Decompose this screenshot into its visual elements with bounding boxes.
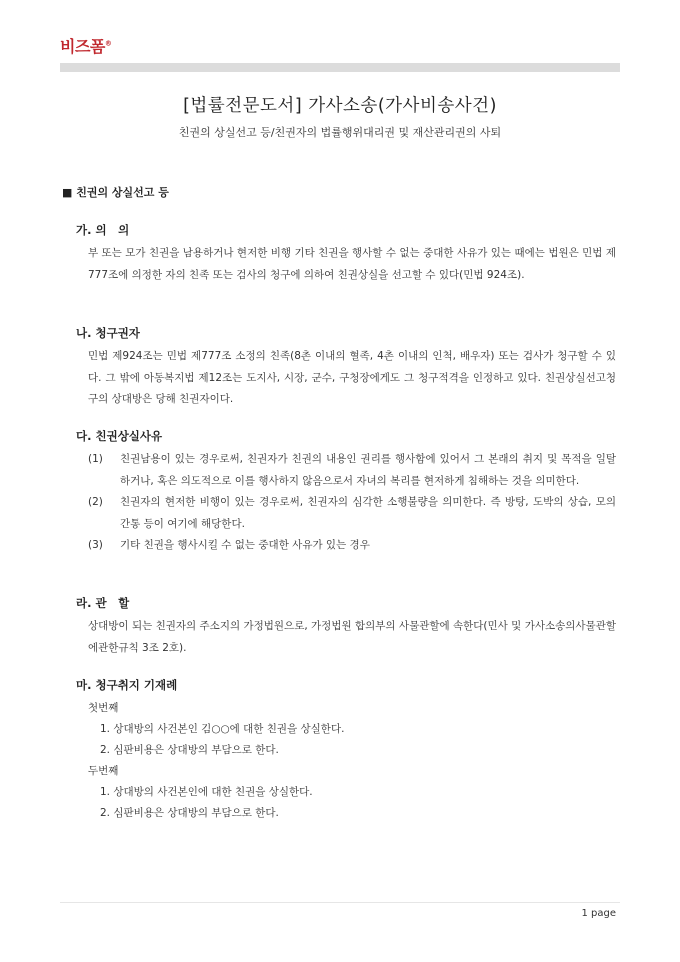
section-heading: 나. 청구권자: [76, 326, 140, 340]
section-text: 민법 제924조는 민법 제777조 소정의 친족(8촌 이내의 혈족, 4촌 이내의 인척, 배우자) 또는 검사가 청구할 수 있다. 그 밖에 아동복지법 제12조는 도지사, 시장, 군수, 구청장에게도 그 청구적격을 인정하고 있다. 친권상실선고청구의 상대방은 당해 친권자이다.: [88, 350, 616, 405]
section-heading: 라. 관 할: [76, 596, 130, 610]
section-definition: [76, 222, 616, 286]
item-text: 친권자의 현저한 비행이 있는 경우로써, 친권자의 심각한 소행불량을 의미한다. 즉 방탕, 도박의 상습, 모의 간통 등이 여기에 해당한다.: [120, 496, 616, 530]
example-line: 2. 심판비용은 상대방의 부담으로 한다.: [100, 807, 279, 819]
document-title: [법률전문도서] 가사소송(가사비송사건): [183, 96, 497, 116]
bizforms-logo: [60, 34, 111, 57]
section-claimants: [76, 325, 616, 411]
example-line: 1. 상대방의 사건본인에 대한 친권을 상실한다.: [100, 786, 313, 798]
grounds-item: [76, 449, 616, 492]
item-text: 기타 친권을 행사시킬 수 없는 중대한 사유가 있는 경우: [120, 539, 370, 551]
main-heading: ■ 친권의 상실선고 등: [62, 186, 169, 199]
section-heading: 가. 의 의: [76, 223, 130, 237]
item-number: (3): [88, 539, 103, 551]
example-label: 첫번째: [88, 702, 119, 714]
example-line: 2. 심판비용은 상대방의 부담으로 한다.: [100, 744, 279, 756]
section-heading: 마. 청구취지 기재례: [76, 678, 178, 692]
section-claim-examples: [76, 677, 616, 824]
grounds-item: [76, 492, 616, 535]
section-text: 상대방이 되는 친권자의 주소지의 가정법원으로, 가정법원 합의부의 사물관할에 속한다(민사 및 가사소송의사물관할에관한규칙 3조 2호).: [88, 620, 616, 654]
section-grounds: [76, 428, 616, 557]
registered-mark: ®: [104, 39, 112, 48]
footer-divider: [60, 902, 620, 903]
example-line: 1. 상대방의 사건본인 김○○에 대한 친권을 상실한다.: [100, 723, 345, 735]
section-jurisdiction: [76, 595, 616, 659]
logo-text: 비즈폼: [60, 37, 105, 56]
grounds-item: [76, 535, 616, 557]
section-text: 부 또는 모가 친권을 남용하거나 현저한 비행 기타 친권을 행사할 수 없는 중대한 사유가 있는 때에는 법원은 민법 제777조에 의정한 자의 친족 또는 검사의 청구에 의하여 친권상실을 선고할 수 있다(민법 924조).: [88, 247, 616, 281]
header-bar: [60, 63, 620, 72]
page-number: 1 page: [581, 908, 616, 919]
document-subtitle: 친권의 상실선고 등/친권자의 법률행위대리권 및 재산관리권의 사퇴: [178, 126, 502, 139]
item-number: (1): [88, 453, 103, 465]
example-label: 두번째: [88, 765, 119, 777]
item-number: (2): [88, 496, 103, 508]
section-heading: 다. 친권상실사유: [76, 429, 163, 443]
item-text: 친권남용이 있는 경우로써, 친권자가 친권의 내용인 권리를 행사함에 있어서 그 본래의 취지 및 목적을 일탈하거나, 혹은 의도적으로 이를 행사하지 않음으로서 자녀의 복리를 현저하게 침해하는 것을 의미한다.: [120, 453, 616, 487]
